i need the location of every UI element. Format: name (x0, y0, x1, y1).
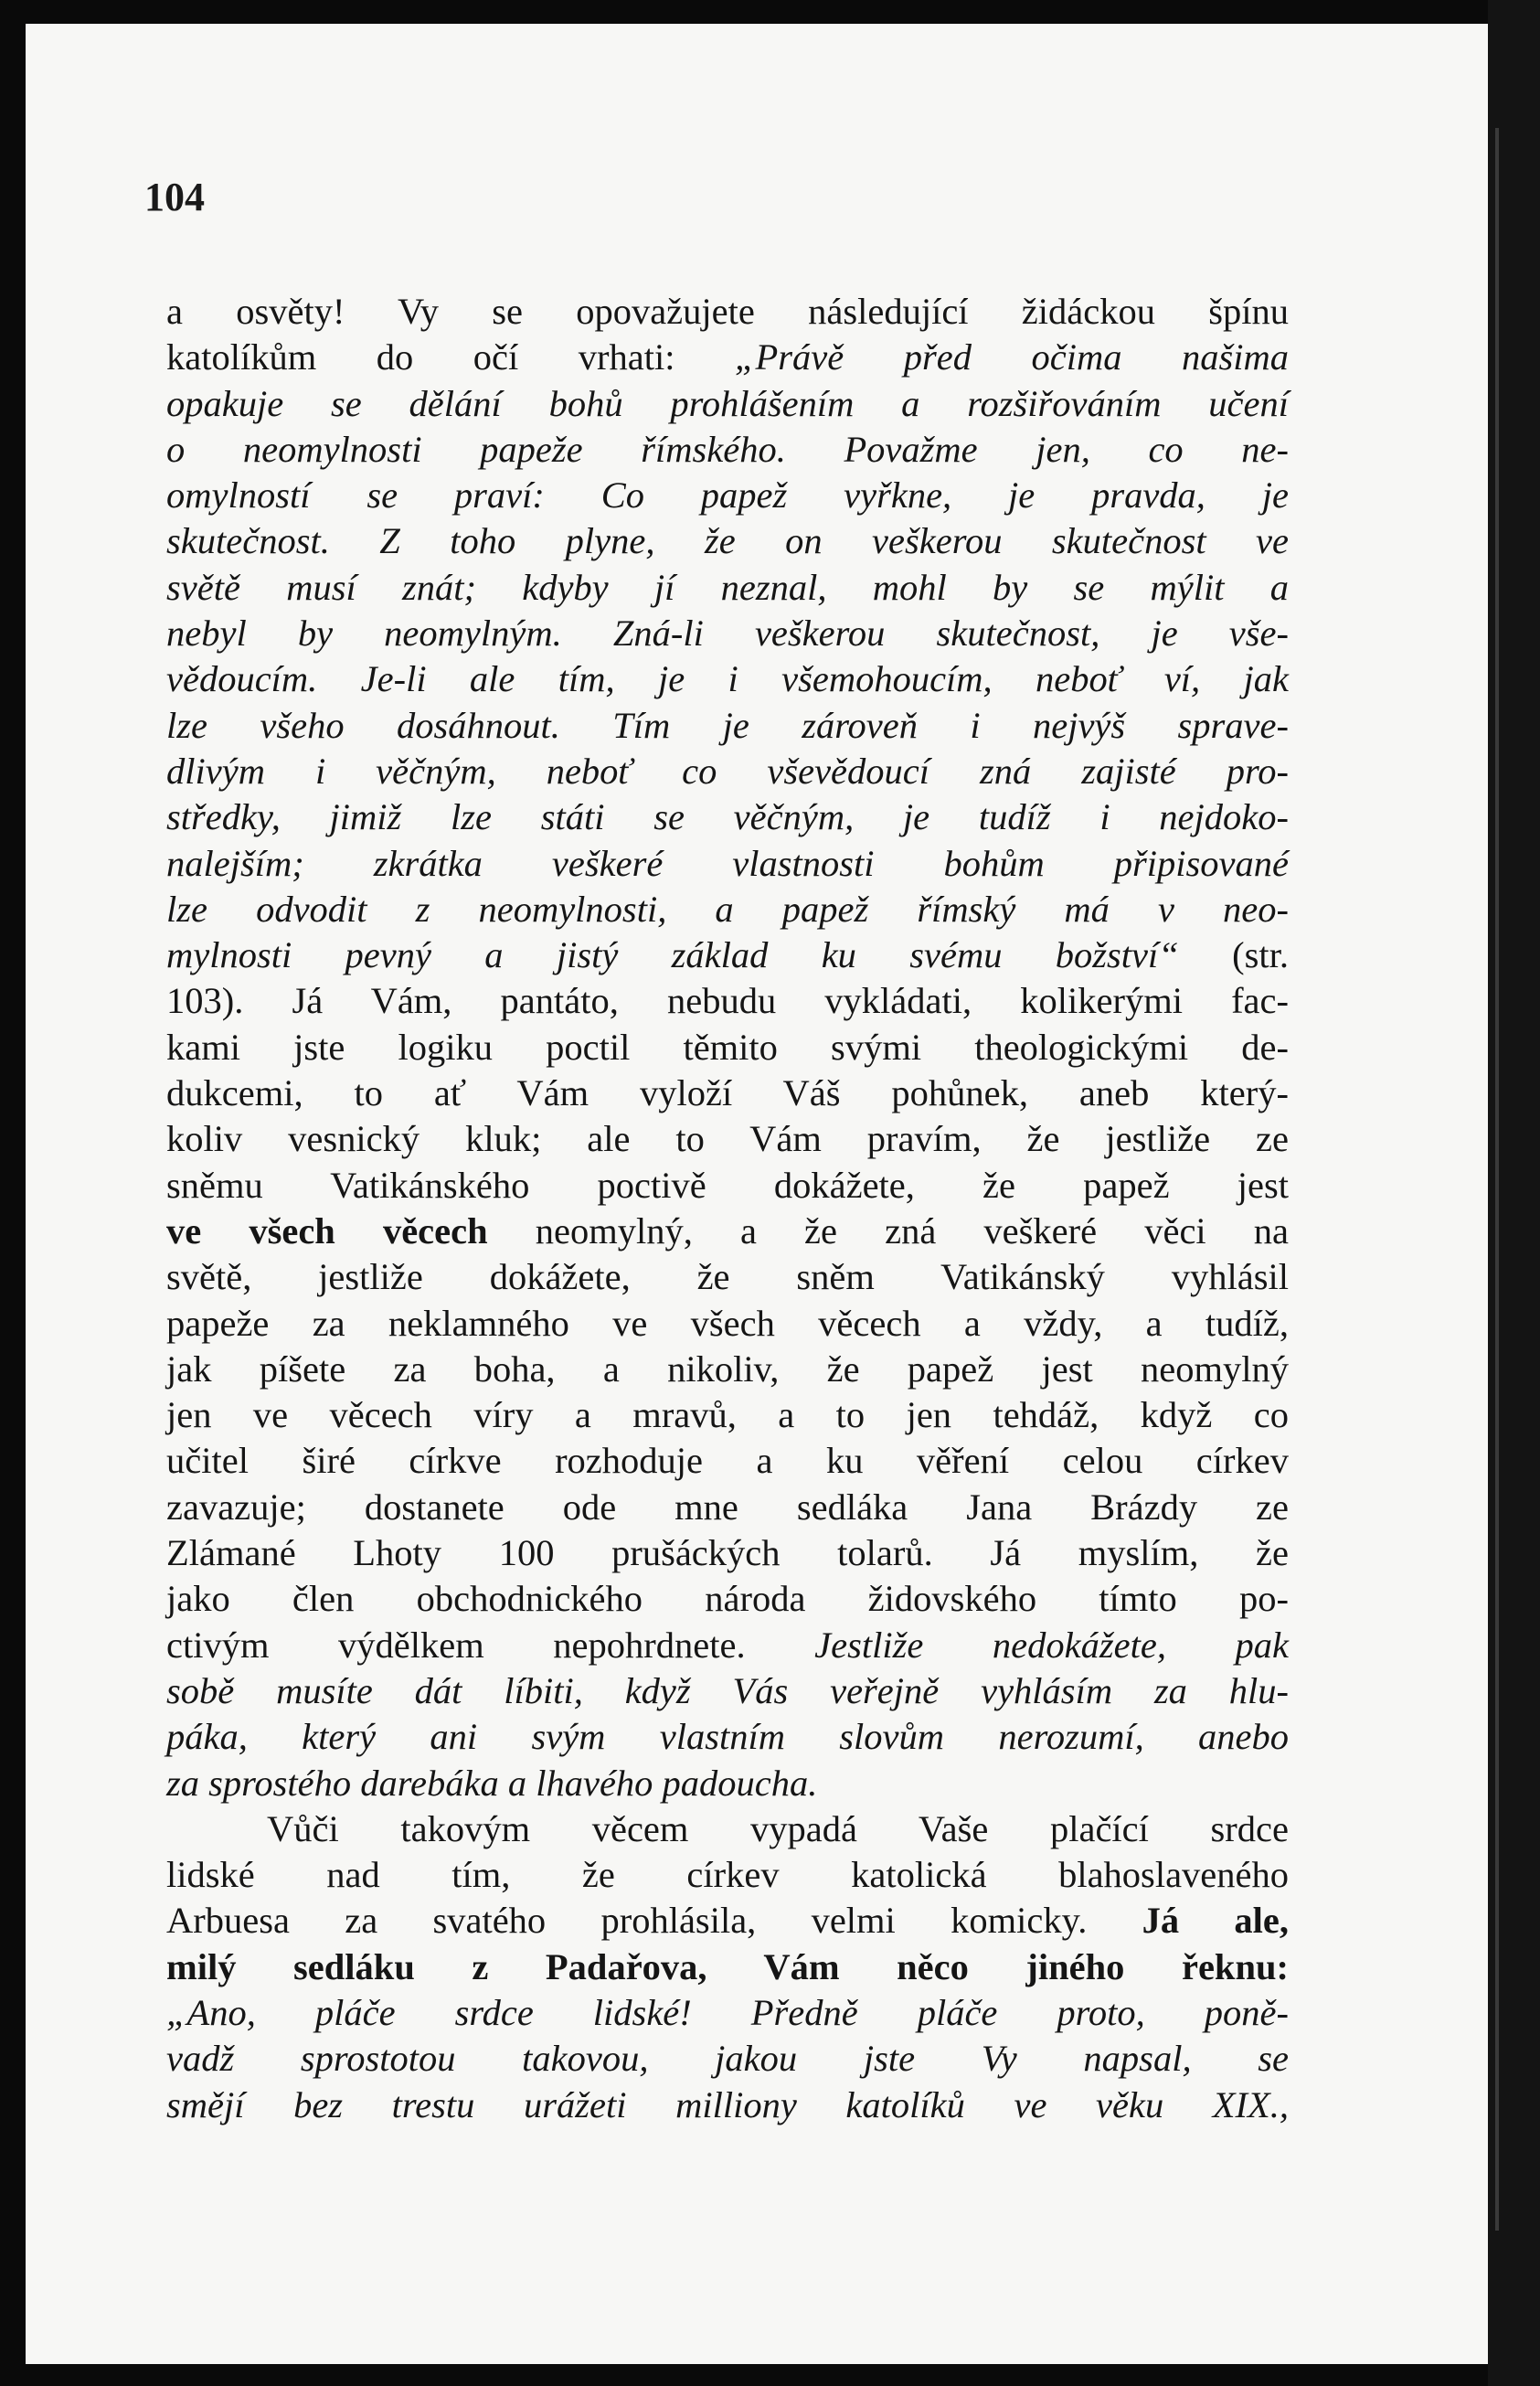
text-line (166, 2036, 1289, 2082)
text-line (166, 335, 1289, 380)
text-line (166, 1990, 1289, 2036)
text-line (166, 1025, 1289, 1071)
text-segment: zavazuje; dostanete ode mne sedláka Jana Brázdy ze (166, 1486, 1289, 1528)
text-segment: sobě musíte dát líbiti, když Vás veřejně vyhlásím za hlu- (166, 1669, 1289, 1711)
text-line (166, 1485, 1289, 1530)
text-segment: Vůči takovým věcem vypadá Vaše plačící srdce (267, 1807, 1289, 1849)
text-segment: sněmu Vatikánského poctivě dokážete, že papež jest (166, 1164, 1289, 1206)
text-segment: učitel širé církve rozhoduje a ku věření celou církev (166, 1440, 1289, 1482)
text-segment: omylností se praví: Co papež vyřkne, je pravda, je (166, 474, 1289, 517)
text-line (166, 1668, 1289, 1714)
text-segment: 103). Já Vám, pantáto, nebudu vykládati, kolikerými fac- (166, 980, 1289, 1022)
text-line (166, 932, 1289, 978)
text-segment: světě, jestliže dokážete, že sněm Vatikánský vyhlásil (166, 1256, 1289, 1298)
text-line (166, 1438, 1289, 1484)
text-line (166, 518, 1289, 564)
text-segment: Já ale, (1142, 1900, 1289, 1942)
text-line (166, 611, 1289, 656)
text-line (166, 841, 1289, 887)
text-segment: opakuje se dělání bohů prohlášením a rozšiřováním učení (166, 382, 1289, 424)
text-line (166, 381, 1289, 427)
text-segment: Jestliže nedokážete, pak (814, 1624, 1289, 1666)
gutter-edge (1495, 128, 1499, 2231)
text-segment: kami jste logiku poctil těmito svými theologickými de- (166, 1026, 1289, 1068)
text-line (166, 1071, 1289, 1116)
text-line (166, 1852, 1289, 1898)
text-segment: nebyl by neomylným. Zná-li veškerou skutečnost, je vše- (166, 612, 1289, 655)
text-segment: za sprostého darebáka a lhavého padoucha. (166, 1762, 818, 1804)
text-line (166, 1347, 1289, 1392)
text-segment: dlivým i věčným, neboť co vševědoucí zná zajisté pro- (166, 750, 1289, 792)
text-line (166, 749, 1289, 794)
text-line (166, 1254, 1289, 1300)
text-segment: vědoucím. Je-li ale tím, je i všemohoucím, neboť ví, jak (166, 658, 1289, 700)
text-line (166, 1530, 1289, 1576)
text-segment: lze odvodit z neomylnosti, a papež římský má v neo- (166, 888, 1289, 930)
text-line (166, 1209, 1289, 1254)
text-line (166, 2082, 1289, 2128)
text-line (166, 703, 1289, 749)
text-line (166, 1761, 1289, 1806)
text-segment: páka, který ani svým vlastním slovům nerozumí, anebo (166, 1716, 1289, 1758)
text-line (166, 1714, 1289, 1760)
text-line (166, 1576, 1289, 1622)
text-segment: ctivým výdělkem nepohrdnete. (166, 1624, 815, 1666)
text-segment: neomylný, a že zná veškeré věci na (487, 1209, 1290, 1252)
text-segment: milý sedláku z Padařova, Vám něco jiného řeknu: (166, 1945, 1289, 1987)
text-line (166, 1116, 1289, 1162)
text-line (166, 1806, 1289, 1852)
text-segment: Arbuesa za svatého prohlásila, velmi komicky. (166, 1900, 1142, 1942)
text-line (166, 887, 1289, 932)
text-segment: středky, jimiž lze státi se věčným, je tudíž i nejdoko- (166, 796, 1289, 838)
text-segment: lze všeho dosáhnout. Tím je zároveň i nejvýš sprave- (166, 704, 1289, 746)
text-line (166, 289, 1289, 335)
text-segment: nalejším; zkrátka veškeré vlastnosti bohům připisované (166, 842, 1289, 884)
text-segment: „Právě před očima našima (735, 336, 1289, 378)
text-line (166, 1163, 1289, 1209)
text-line (166, 1392, 1289, 1438)
text-segment: papeže za neklamného ve všech věcech a vždy, a tudíž, (166, 1302, 1289, 1344)
text-line (166, 565, 1289, 611)
text-segment: jen ve věcech víry a mravů, a to jen tehdáž, když co (166, 1394, 1289, 1436)
text-segment: (str. (1178, 934, 1289, 976)
text-line (166, 978, 1289, 1024)
text-segment: smějí bez trestu urážeti milliony katolíků ve věku XIX., (166, 2083, 1289, 2125)
text-segment: vadž sprostotou takovou, jakou jste Vy napsal, se (166, 2038, 1289, 2080)
page-number: 104 (144, 175, 205, 219)
text-segment: mylnosti pevný a jistý základ ku svému božství“ (166, 934, 1179, 976)
text-segment: koliv vesnický kluk; ale to Vám pravím, že jestliže ze (166, 1118, 1289, 1160)
text-line (166, 1944, 1289, 1990)
text-line (166, 656, 1289, 702)
text-line (166, 1898, 1289, 1944)
text-line (166, 1301, 1289, 1347)
text-segment: lidské nad tím, že církev katolická blahoslaveného (166, 1854, 1289, 1896)
text-segment: katolíkům do očí vrhati: (166, 336, 735, 378)
text-line (166, 473, 1289, 518)
text-line (166, 427, 1289, 473)
text-segment: „Ano, pláče srdce lidské! Předně pláče proto, poně- (166, 1991, 1289, 2033)
text-line (166, 1623, 1289, 1668)
text-segment: o neomylnosti papeže římského. Považme jen, co ne- (166, 428, 1289, 470)
text-segment: jak píšete za boha, a nikoliv, že papež jest neomylný (166, 1347, 1289, 1390)
text-segment: světě musí znát; kdyby jí neznal, mohl by se mýlit a (166, 566, 1289, 608)
body-text (166, 289, 1289, 2128)
text-segment: ve všech věcech (166, 1209, 488, 1252)
text-segment: jako člen obchodnického národa židovského tímto po- (166, 1578, 1289, 1620)
text-segment: a osvěty! Vy se opovažujete následující židáckou špínu (166, 291, 1289, 332)
text-segment: dukcemi, to ať Vám vyloží Váš pohůnek, aneb který- (166, 1072, 1289, 1114)
text-line (166, 794, 1289, 840)
text-segment: Zlámané Lhoty 100 prušáckých tolarů. Já myslím, že (166, 1532, 1289, 1574)
text-segment: skutečnost. Z toho plyne, že on veškerou skutečnost ve (166, 520, 1289, 562)
